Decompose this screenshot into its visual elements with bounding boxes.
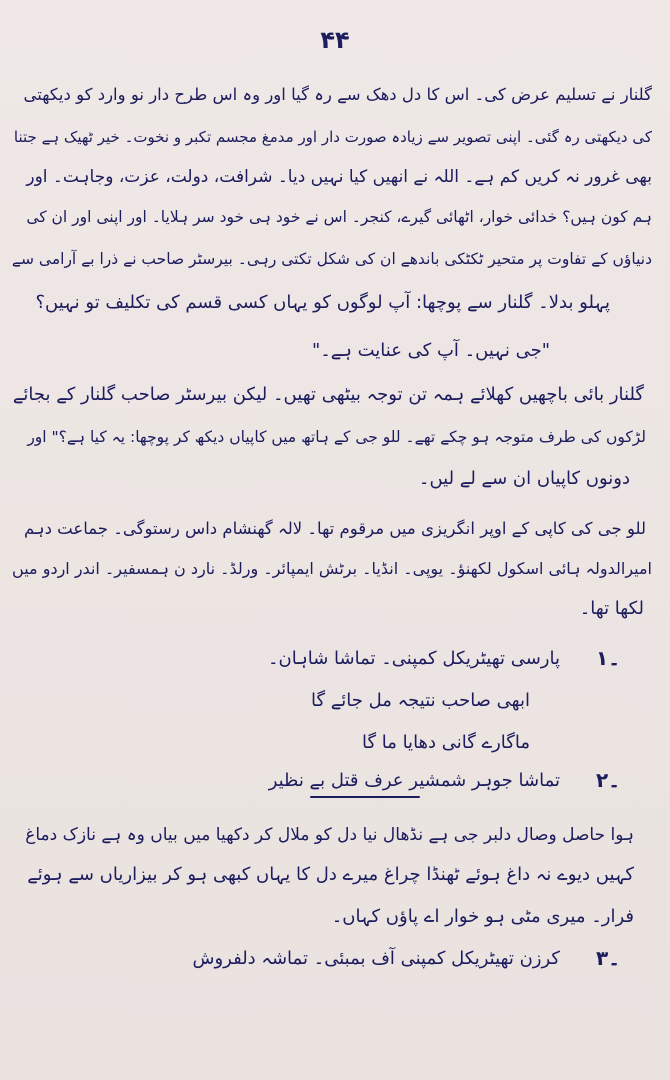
list-heading: تماشا جوہر شمشیر عرف قتل بے نظیر [268,770,560,791]
text-line: گلنار نے تسلیم عرض کی۔ اس کا دل دھک سے رہ گیا اور وہ اس طرح دار نو وارد کو دیکھتی [23,85,652,104]
text-line: پہلو بدلا۔ گلنار سے پوچھا: آپ لوگوں کو یہاں کسی قسم کی تکلیف تو نہیں؟ [35,292,610,313]
text-line: گلنار بائی باچھیں کھلائے ہمہ تن توجہ بیٹھی تھیں۔ لیکن بیرسٹر صاحب گلنار کے بجائے [12,384,644,405]
text-line: لکھا تھا۔ [579,598,644,619]
verse-line: ہوا حاصل وصال دلبر جی ہے نڈھال نیا دل کو ملال کر دکھیا میں بیاں وہ ہے نازک دماغ [25,825,634,845]
quoted-reply: "جی نہیں۔ آپ کی عنایت ہے۔" [311,340,550,361]
text-line: کی دیکھتی رہ گئی۔ اپنی تصویر سے زیادہ صورت دار اور مدمغ مجسم تکبر و نخوت۔ خیر ٹھیک ہے جتنا [13,128,652,146]
list-number: ۔۳ [596,946,620,970]
verse-line: ابھی صاحب نتیجہ مل جائے گا [310,690,530,711]
list-heading: کرزن تھیٹریکل کمپنی آف بمبئی۔ تماشہ دلفروش [192,948,560,969]
verse-line: ماگارے گانی دھایا ما گا [361,732,530,753]
list-number: ۔۱ [596,646,620,670]
verse-line: کہیں دیوے نہ داغ ہوئے ٹھنڈا چراغ میرے دل کا یہاں کبھی ہو کر بیزاریاں سے ہوئے [27,864,634,885]
text-line: امیرالدولہ ہائی اسکول لکھنؤ۔ یوپی۔ انڈیا۔ برٹش ایمپائر۔ ورلڈ۔ نارد ن ہمسفیر۔ اندر اردو میں [12,559,652,578]
heading-underline [310,796,420,798]
page-number: ۴۴ [320,26,350,54]
text-line: بھی غرور نہ کریں کم ہے۔ اللہ نے انھیں کیا نہیں دیا۔ شرافت، دولت، عزت، وجاہت۔ اور [26,167,652,187]
list-heading: پارسی تھیٹریکل کمپنی۔ تماشا شاہان۔ [267,648,560,669]
text-line: ہم کون ہیں؟ خدائی خوار، اٹھائی گیرے، کنجر۔ اس نے خود ہی خود سر ہلایا۔ اور اپنی اور ان کی [26,208,652,226]
text-line: دنیاؤں کے تفاوت پر متحیر ٹکٹکی باندھے ان کی شکل تکتی رہی۔ بیرسٹر صاحب نے ذرا بے آرامی سے [11,250,652,268]
text-line: دونوں کاپیاں ان سے لے لیں۔ [418,468,630,489]
verse-line: فرار۔ میری مٹی ہو خوار اے پاؤں کہاں۔ [331,906,634,927]
list-number: ۔۲ [596,768,620,792]
text-line: للو جی کی کاپی کے اوپر انگریزی میں مرقوم تھا۔ لالہ گھنشام داس رستوگی۔ جماعت دہم [23,519,646,538]
text-line: لڑکوں کی طرف متوجہ ہو چکے تھے۔ للو جی کے ہاتھ میں کاپیاں دیکھ کر پوچھا: یہ کیا ہے؟" اور [27,428,646,446]
